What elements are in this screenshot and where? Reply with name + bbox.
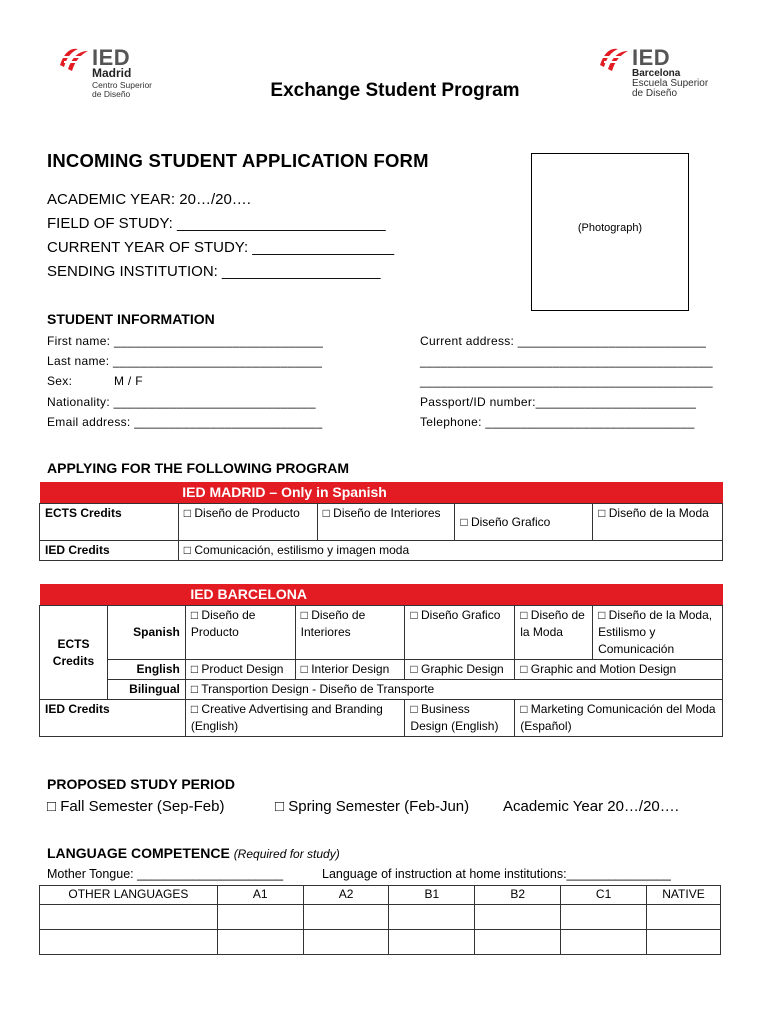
bcn-ied-marketing[interactable]: □ Marketing Comunicación del Moda (Español) <box>515 700 723 737</box>
academic-year-field[interactable]: ACADEMIC YEAR: 20…/20…. <box>47 191 251 208</box>
first-name-field[interactable]: First name: ______________________________ <box>47 334 324 348</box>
madrid-option-moda[interactable]: □ Diseño de la Moda <box>593 504 723 541</box>
language-cell[interactable] <box>40 930 218 955</box>
madrid-option-comunicacion[interactable]: □ Comunicación, estilismo y imagen moda <box>178 541 722 561</box>
col-b2: B2 <box>475 886 561 905</box>
language-cell[interactable] <box>40 905 218 930</box>
program-heading: APPLYING FOR THE FOLLOWING PROGRAM <box>47 460 350 476</box>
logo-sub1: Centro Superior <box>92 80 153 90</box>
sending-institution-field[interactable]: SENDING INSTITUTION: ___________________ <box>47 263 381 280</box>
passport-field[interactable]: Passport/ID number:_______________________ <box>420 395 697 409</box>
page-title: Exchange Student Program <box>270 80 520 101</box>
madrid-ied-label: IED Credits <box>40 541 179 561</box>
barcelona-ects-label: ECTS Credits <box>40 606 108 700</box>
table-row <box>40 905 721 930</box>
fall-semester-option[interactable]: □ Fall Semester (Sep-Feb) <box>47 798 225 815</box>
col-native: NATIVE <box>647 886 721 905</box>
telephone-field[interactable]: Telephone: ______________________________ <box>420 415 695 429</box>
madrid-option-producto[interactable]: □ Diseño de Producto <box>178 504 317 541</box>
address-line-3[interactable]: __________________________________________ <box>420 374 713 388</box>
current-year-field[interactable]: CURRENT YEAR OF STUDY: _________________ <box>47 239 395 256</box>
mother-tongue-field[interactable]: Mother Tongue: _____________________ <box>47 867 284 881</box>
language-table <box>39 885 721 955</box>
address-line-2[interactable]: __________________________________________ <box>420 354 713 368</box>
bcn-es-moda[interactable]: □ Diseño de la Moda <box>515 606 593 660</box>
english-label: English <box>107 660 185 680</box>
instruction-language-field[interactable]: Language of instruction at home institutions:_______________ <box>322 867 671 881</box>
sex-label: Sex: <box>47 374 73 388</box>
bcn-ied-advertising[interactable]: □ Creative Advertising and Branding (English) <box>185 700 405 737</box>
ied-logo-mark-icon <box>58 43 92 73</box>
academic-year-option[interactable]: Academic Year 20…/20…. <box>503 798 679 815</box>
field-of-study-field[interactable]: FIELD OF STUDY: _________________________ <box>47 215 386 232</box>
spanish-label: Spanish <box>107 606 185 660</box>
madrid-option-grafico[interactable]: □ Diseño Grafico <box>455 504 593 541</box>
table-row <box>40 930 721 955</box>
logo-city: Madrid <box>92 66 132 80</box>
logo-sub2: de Diseño <box>632 88 678 99</box>
col-a1: A1 <box>217 886 303 905</box>
col-b1: B1 <box>389 886 475 905</box>
barcelona-program-table <box>39 584 723 737</box>
madrid-header: IED MADRID – Only in Spanish <box>182 484 387 500</box>
bcn-bil-transportion[interactable]: □ Transportion Design - Diseño de Transporte <box>185 680 722 700</box>
madrid-option-interiores[interactable]: □ Diseño de Interiores <box>317 504 455 541</box>
bcn-en-motion[interactable]: □ Graphic and Motion Design <box>515 660 723 680</box>
bcn-es-producto[interactable]: □ Diseño de Producto <box>185 606 295 660</box>
email-field[interactable]: Email address: ___________________________ <box>47 415 323 429</box>
bcn-en-product[interactable]: □ Product Design <box>185 660 295 680</box>
form-title: INCOMING STUDENT APPLICATION FORM <box>47 150 429 171</box>
student-info-heading: STUDENT INFORMATION <box>47 311 215 327</box>
col-c1: C1 <box>561 886 647 905</box>
last-name-field[interactable]: Last name: ______________________________ <box>47 354 323 368</box>
col-a2: A2 <box>303 886 389 905</box>
bcn-es-moda-estilismo[interactable]: □ Diseño de la Moda, Estilismo y Comunicación <box>593 606 723 660</box>
photograph-label: (Photograph) <box>577 222 643 234</box>
bcn-es-interiores[interactable]: □ Diseño de Interiores <box>295 606 405 660</box>
bcn-ied-business[interactable]: □ Business Design (English) <box>405 700 515 737</box>
ied-logo-mark-icon <box>598 43 632 73</box>
period-heading: PROPOSED STUDY PERIOD <box>47 776 236 792</box>
logo-brand: IED <box>632 45 671 70</box>
spring-semester-option[interactable]: □ Spring Semester (Feb-Jun) <box>275 798 470 815</box>
madrid-ects-label: ECTS Credits <box>40 504 179 541</box>
nationality-field[interactable]: Nationality: _____________________________ <box>47 395 316 409</box>
sex-options[interactable]: M / F <box>114 374 143 388</box>
bcn-es-grafico[interactable]: □ Diseño Grafico <box>405 606 515 660</box>
logo-sub2: de Diseño <box>92 89 131 99</box>
logo-brand: IED <box>92 45 131 70</box>
barcelona-header: IED BARCELONA <box>190 586 307 602</box>
logo-city: Barcelona <box>632 68 681 79</box>
barcelona-ied-label: IED Credits <box>40 700 186 737</box>
language-heading: LANGUAGE COMPETENCE (Required for study) <box>47 845 340 861</box>
bcn-en-interior[interactable]: □ Interior Design <box>295 660 405 680</box>
madrid-program-table <box>39 482 723 561</box>
current-address-field[interactable]: Current address: ___________________________ <box>420 334 707 348</box>
col-other-languages: OTHER LANGUAGES <box>40 886 218 905</box>
bilingual-label: Bilingual <box>107 680 185 700</box>
bcn-en-graphic[interactable]: □ Graphic Design <box>405 660 515 680</box>
photograph-box[interactable] <box>531 153 689 311</box>
logo-sub1: Escuela Superior <box>632 78 709 89</box>
